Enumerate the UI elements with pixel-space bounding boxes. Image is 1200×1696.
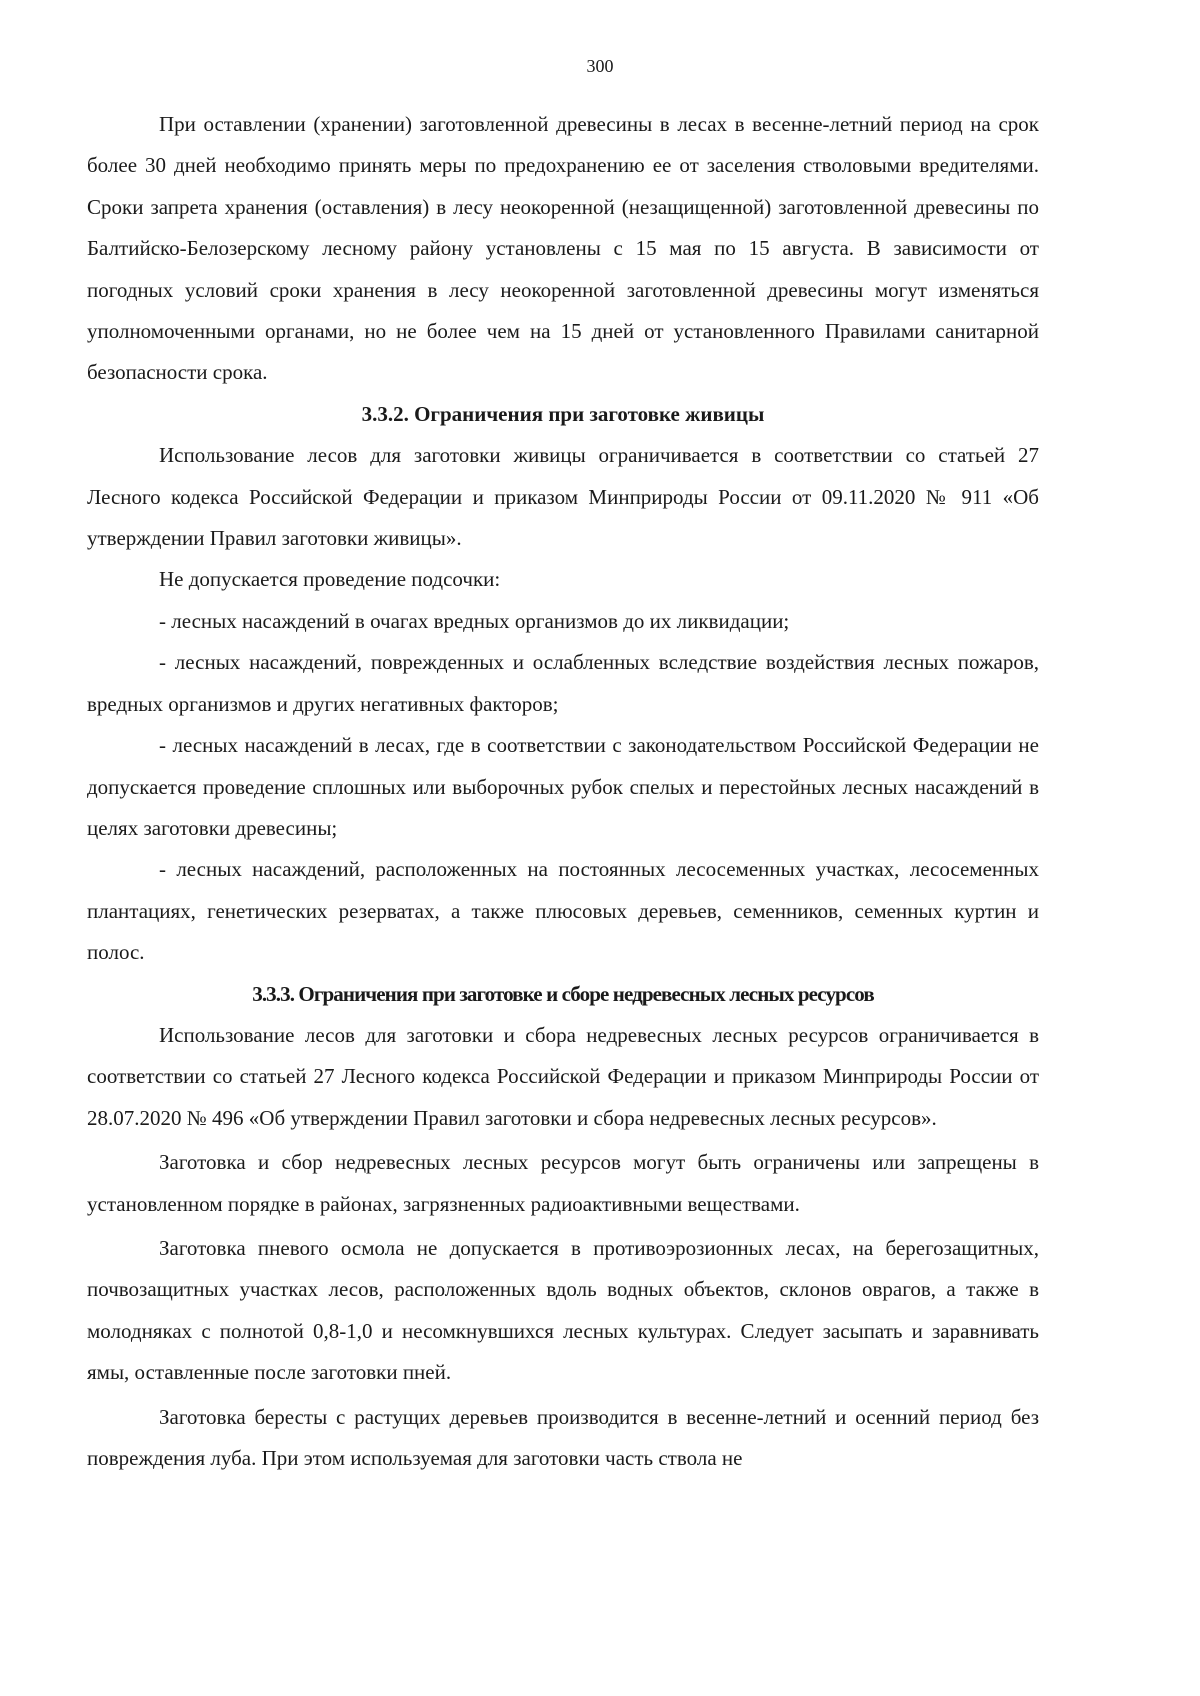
paragraph-resin-usage: Использование лесов для заготовки живицы ограничивается в соответствии со статьей 27 Лесного кодекса Российской Федерации и приказом Минприроды России от 09.11.2020 № 911 «Об утверждении Правил заготовки живицы». [87, 443, 1039, 551]
page-number: 300 [586, 56, 614, 76]
paragraph-non-timber-usage: Использование лесов для заготовки и сбора недревесных лесных ресурсов ограничивается в соответствии со статьей 27 Лесного кодекса Российской Федерации и приказом Минприроды России от 28.07.2020 № 496 «Об утверждении Правил заготовки и сбора недревесных лесных ресурсов». [87, 1022, 1039, 1130]
list-item-seed-areas: - лесных насаждений, расположенных на постоянных лесосеменных участках, лесосеменных плантациях, генетических резерватах, а также плюсовых деревьев, семенников, семенных куртин и полос. [87, 857, 1039, 965]
paragraph-tapping-not-allowed: Не допускается проведение подсочки: [159, 567, 501, 592]
section-heading-3-3-3: 3.3.3. Ограничения при заготовке и сборе недревесных лесных ресурсов [252, 981, 874, 1006]
paragraph-birch-bark: Заготовка бересты с растущих деревьев производится в весенне-летний и осенний период без повреждения луба. При этом используемая для заготовки часть ствола не [87, 1404, 1039, 1470]
section-heading-3-3-2: 3.3.2. Ограничения при заготовке живицы [361, 401, 765, 426]
paragraph-timber-storage: При оставлении (хранении) заготовленной древесины в лесах в весенне-летний период на срок более 30 дней необходимо принять меры по предохранению ее от заселения стволовыми вредителями. Сроки запрета хранения (оставления) в лесу неокоренной (незащищенной) заготовленной древесины по Балтийско-Белозерскому лесному району установлены с 15 мая по 15 августа. В зависимости от погодных условий сроки хранения в лесу неокоренной заготовленной древесины могут изменяться уполномоченными органами, но не более чем на 15 дней от установленного Правилами санитарной безопасности срока. [87, 112, 1039, 385]
document-body [87, 104, 1039, 1479]
list-item-damaged-stands: - лесных насаждений, поврежденных и ослабленных вследствие воздействия лесных пожаров, вредных организмов и других негативных факторов; [87, 650, 1039, 716]
list-item-restricted-forests: - лесных насаждений в лесах, где в соответствии с законодательством Российской Федерации не допускается проведение сплошных или выборочных рубок спелых и перестойных лесных насаждений в целях заготовки древесины; [87, 733, 1039, 840]
paragraph-radioactive-areas: Заготовка и сбор недревесных лесных ресурсов могут быть ограничены или запрещены в установленном порядке в районах, загрязненных радиоактивными веществами. [87, 1150, 1039, 1216]
paragraph-stump-resin: Заготовка пневого осмола не допускается в противоэрозионных лесах, на берегозащитных, почвозащитных участках лесов, расположенных вдоль водных объектов, склонов оврагов, а также в молодняках с полнотой 0,8-1,0 и несомкнувшихся лесных культурах. Следует засыпать и заравнивать ямы, оставленные после заготовки пней. [87, 1235, 1039, 1385]
list-item-pest-foci: - лесных насаждений в очагах вредных организмов до их ликвидации; [159, 608, 790, 633]
